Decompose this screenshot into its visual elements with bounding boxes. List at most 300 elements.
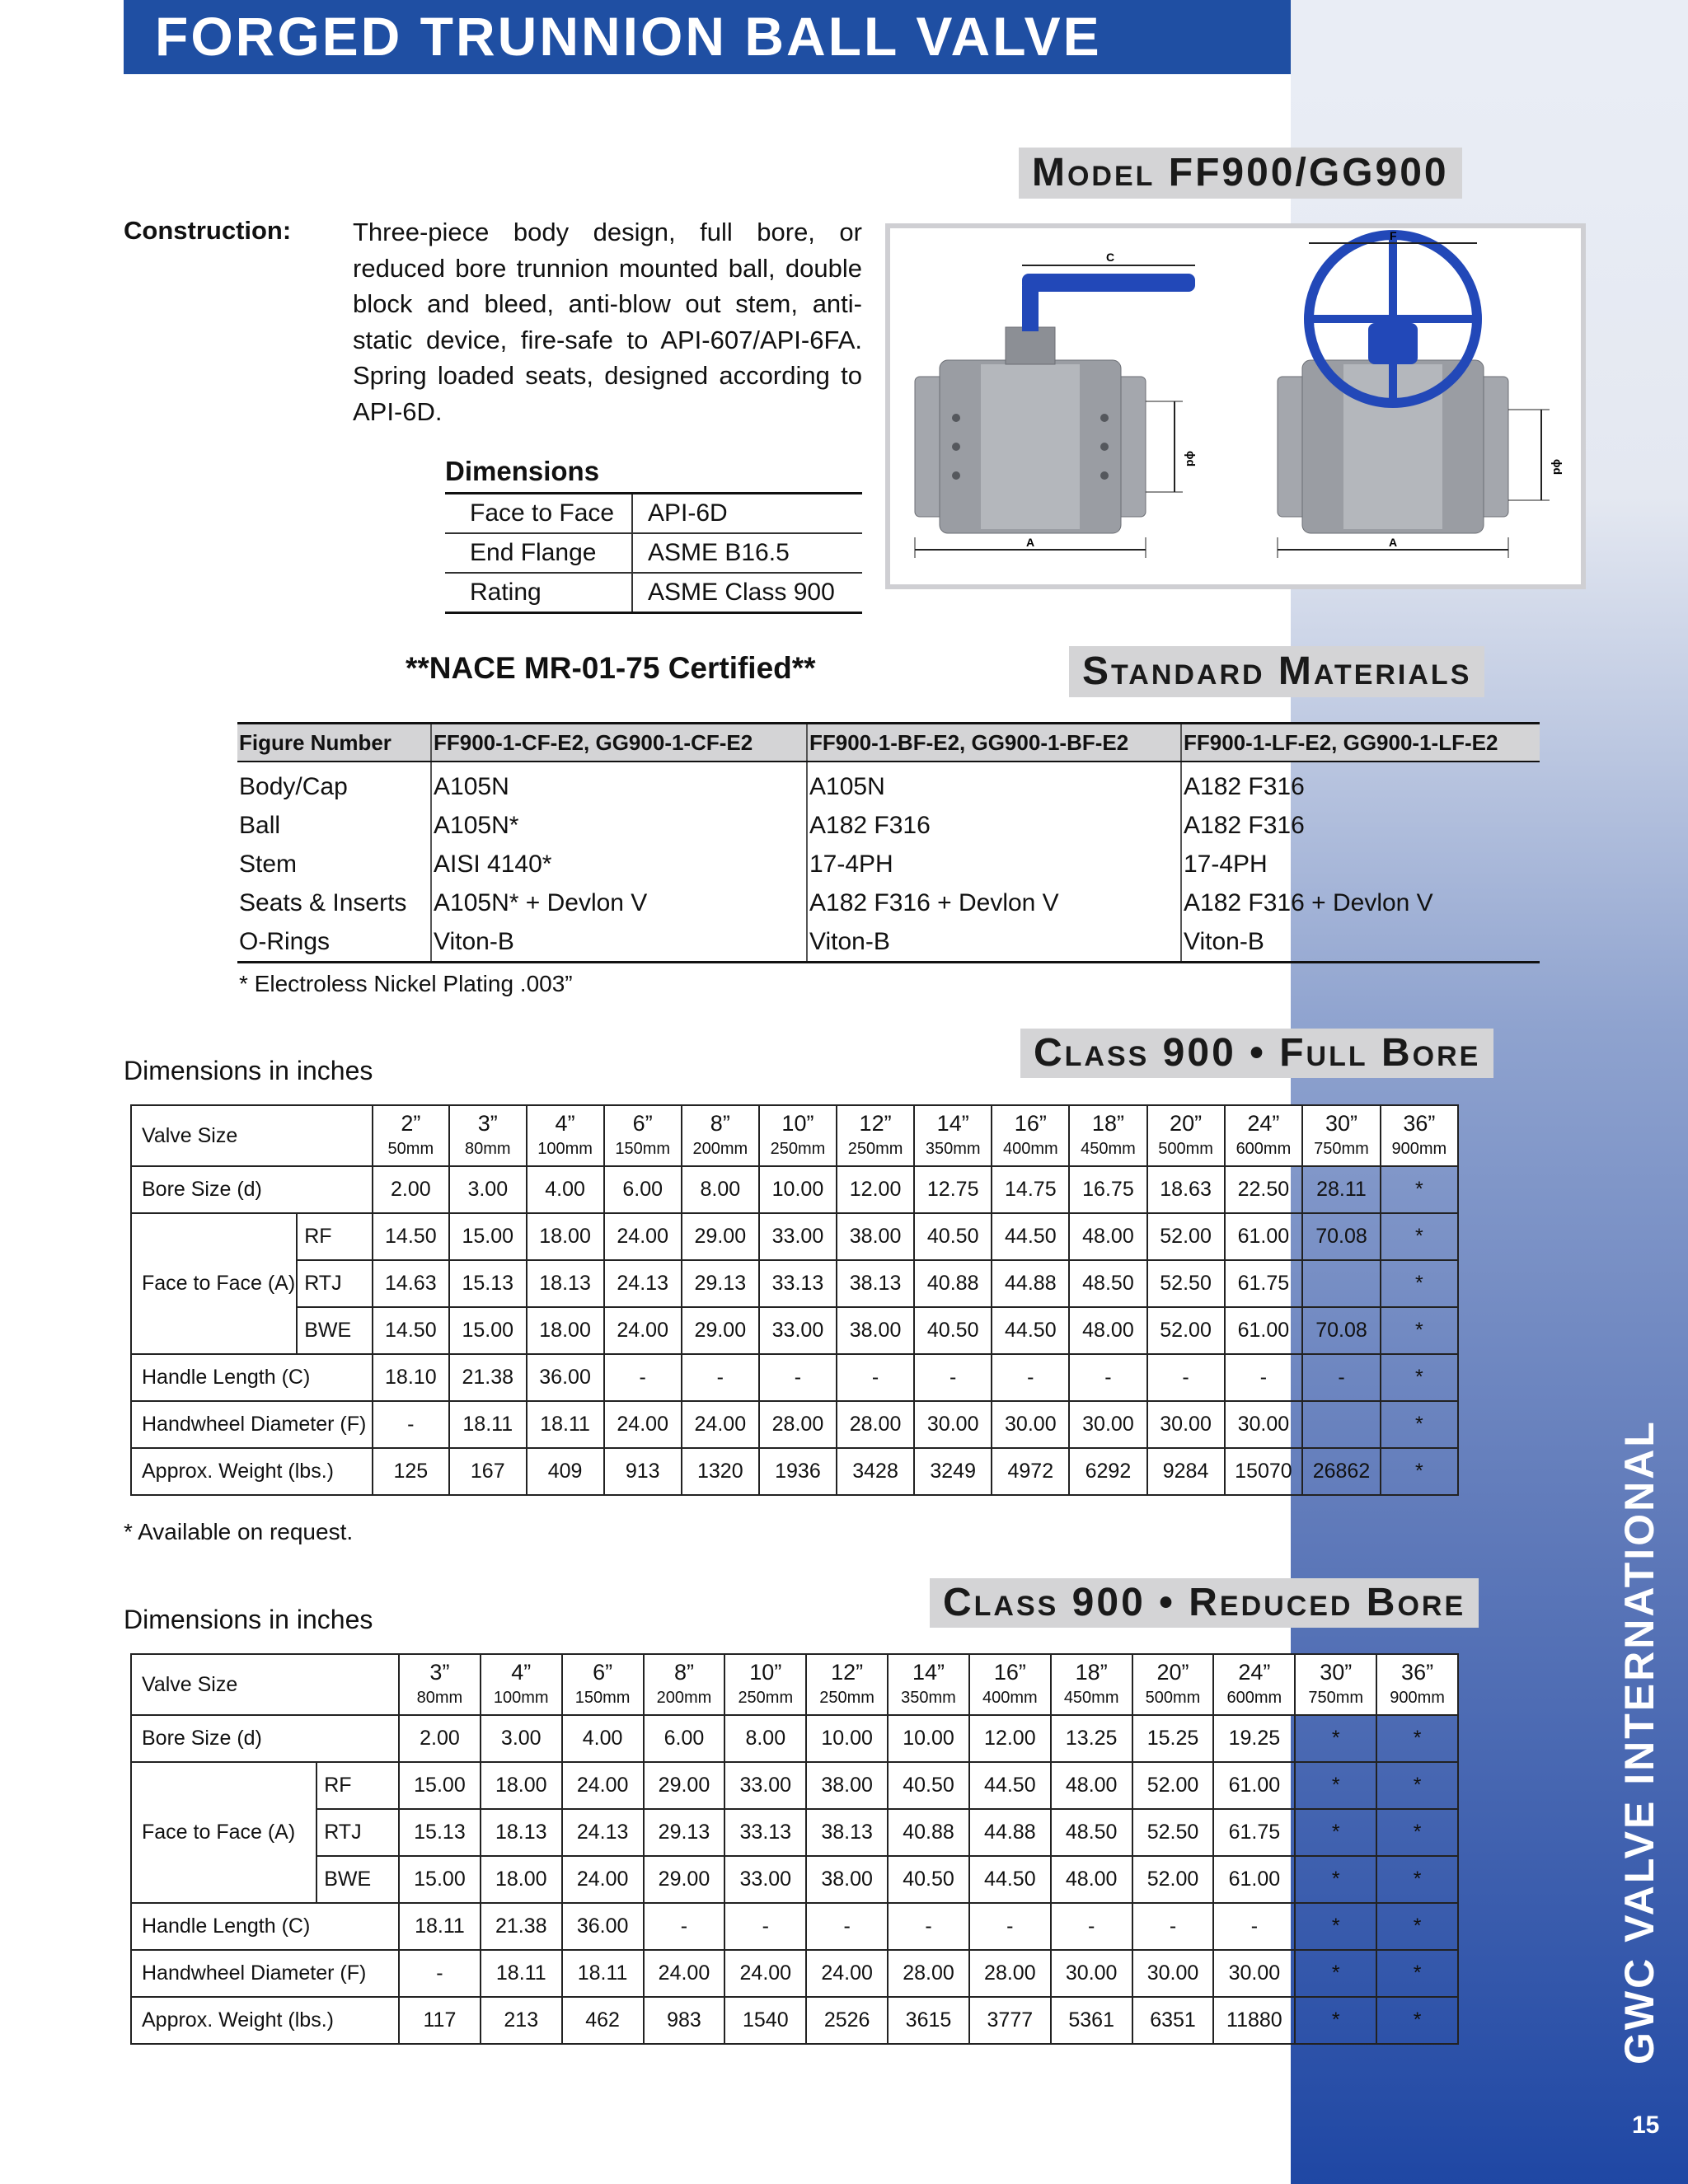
spec-cell: - bbox=[888, 1903, 969, 1950]
spec-cell: 30.00 bbox=[914, 1401, 992, 1448]
bore-size-cell: 2.00 bbox=[373, 1166, 449, 1213]
size-mm: 250mm bbox=[819, 1689, 874, 1707]
spec-row-label: Approx. Weight (lbs.) bbox=[131, 1997, 399, 2044]
material-cell: A182 F316 + Devlon V bbox=[807, 883, 1181, 922]
end-type-label: RTJ bbox=[297, 1260, 372, 1307]
spec-cell: * bbox=[1295, 1950, 1376, 1997]
face-to-face-cell: 61.75 bbox=[1225, 1260, 1303, 1307]
spec-row bbox=[131, 1401, 1458, 1448]
bore-size-row bbox=[131, 1715, 1458, 1762]
valve-size-cell bbox=[481, 1654, 562, 1715]
availability-note: * Available on request. bbox=[124, 1519, 354, 1544]
face-to-face-cell: 33.00 bbox=[724, 1762, 806, 1809]
material-cell: A105N bbox=[431, 762, 807, 806]
material-cell: A182 F316 + Devlon V bbox=[1181, 883, 1540, 922]
standard-materials-header: Standard Materials bbox=[1069, 646, 1484, 697]
full-bore-header: Class 900 • Full Bore bbox=[1020, 1029, 1493, 1078]
spec-row bbox=[131, 1448, 1458, 1495]
face-to-face-cell: 38.00 bbox=[806, 1856, 888, 1903]
valve-size-cell bbox=[682, 1105, 759, 1166]
face-to-face-cell: 48.50 bbox=[1051, 1809, 1132, 1856]
spec-cell: - bbox=[1302, 1354, 1381, 1401]
spec-cell: 3777 bbox=[969, 1997, 1051, 2044]
spec-row bbox=[131, 1354, 1458, 1401]
bore-size-cell: 4.00 bbox=[527, 1166, 604, 1213]
valve-size-cell bbox=[914, 1105, 992, 1166]
material-cell: Viton-B bbox=[1181, 922, 1540, 963]
end-type-label: RF bbox=[316, 1762, 399, 1809]
material-cell: A105N bbox=[807, 762, 1181, 806]
face-to-face-cell: 48.00 bbox=[1069, 1213, 1146, 1260]
bore-size-cell: 19.25 bbox=[1213, 1715, 1295, 1762]
standard-materials-table bbox=[237, 722, 1540, 963]
face-to-face-cell: 24.00 bbox=[562, 1856, 644, 1903]
face-to-face-row bbox=[131, 1809, 1458, 1856]
bore-size-cell: * bbox=[1295, 1715, 1376, 1762]
spec-cell: 913 bbox=[604, 1448, 682, 1495]
bore-size-label: Bore Size (d) bbox=[131, 1715, 399, 1762]
bore-size-cell: * bbox=[1381, 1166, 1458, 1213]
label-d-left: ϕd bbox=[1184, 451, 1198, 467]
face-to-face-cell: 14.50 bbox=[373, 1307, 449, 1354]
end-type-label: RTJ bbox=[316, 1809, 399, 1856]
material-cell: 17-4PH bbox=[1181, 845, 1540, 883]
size-inches: 16” bbox=[1014, 1111, 1047, 1136]
spec-cell: 24.00 bbox=[724, 1950, 806, 1997]
face-to-face-cell: 40.50 bbox=[888, 1762, 969, 1809]
spec-cell: 983 bbox=[644, 1997, 725, 2044]
spec-cell: * bbox=[1295, 1903, 1376, 1950]
face-to-face-cell: 15.00 bbox=[449, 1307, 526, 1354]
face-to-face-cell: 61.00 bbox=[1213, 1856, 1295, 1903]
spec-cell bbox=[1302, 1401, 1381, 1448]
size-mm: 600mm bbox=[1236, 1140, 1292, 1158]
size-inches: 3” bbox=[429, 1660, 450, 1685]
spec-cell: 1320 bbox=[682, 1448, 759, 1495]
face-to-face-cell: 18.00 bbox=[527, 1307, 604, 1354]
bore-size-label: Bore Size (d) bbox=[131, 1166, 373, 1213]
face-to-face-cell: 48.00 bbox=[1051, 1856, 1132, 1903]
face-to-face-cell: 44.50 bbox=[969, 1762, 1051, 1809]
plating-note: * Electroless Nickel Plating .003” bbox=[239, 971, 573, 996]
label-a-left: A bbox=[1026, 536, 1035, 549]
valve-size-cell bbox=[1213, 1654, 1295, 1715]
size-mm: 200mm bbox=[656, 1689, 712, 1707]
face-to-face-cell: 33.00 bbox=[759, 1213, 837, 1260]
face-to-face-cell: 29.13 bbox=[644, 1809, 725, 1856]
spec-cell: - bbox=[1147, 1354, 1225, 1401]
dimensions-label: Rating bbox=[445, 573, 632, 613]
spec-row bbox=[131, 1997, 1458, 2044]
face-to-face-cell: 61.00 bbox=[1213, 1762, 1295, 1809]
face-to-face-cell: 40.88 bbox=[888, 1809, 969, 1856]
face-to-face-cell: * bbox=[1381, 1213, 1458, 1260]
face-to-face-cell: 48.00 bbox=[1069, 1307, 1146, 1354]
bore-size-cell: 4.00 bbox=[562, 1715, 644, 1762]
spec-cell: 30.00 bbox=[992, 1401, 1069, 1448]
size-inches: 30” bbox=[1320, 1660, 1353, 1685]
materials-row bbox=[237, 762, 1540, 806]
dimensions-row bbox=[445, 573, 862, 613]
size-inches: 36” bbox=[1401, 1660, 1434, 1685]
bore-size-cell: 8.00 bbox=[682, 1166, 759, 1213]
spec-cell: - bbox=[1069, 1354, 1146, 1401]
size-mm: 750mm bbox=[1314, 1140, 1369, 1158]
spec-cell: - bbox=[604, 1354, 682, 1401]
face-to-face-cell: 38.13 bbox=[837, 1260, 914, 1307]
valve-size-cell bbox=[604, 1105, 682, 1166]
face-to-face-cell: * bbox=[1376, 1809, 1458, 1856]
spec-cell: 36.00 bbox=[527, 1354, 604, 1401]
face-to-face-cell: 40.50 bbox=[914, 1307, 992, 1354]
bore-size-cell: 12.75 bbox=[914, 1166, 992, 1213]
bore-size-cell: 8.00 bbox=[724, 1715, 806, 1762]
bore-size-cell: 14.75 bbox=[992, 1166, 1069, 1213]
spec-cell: 117 bbox=[399, 1997, 481, 2044]
face-to-face-cell: 29.00 bbox=[644, 1856, 725, 1903]
size-inches: 36” bbox=[1403, 1111, 1436, 1136]
spec-cell: 9284 bbox=[1147, 1448, 1225, 1495]
bore-size-cell: 10.00 bbox=[759, 1166, 837, 1213]
face-to-face-cell: 15.00 bbox=[399, 1762, 481, 1809]
face-to-face-cell: 18.00 bbox=[481, 1856, 562, 1903]
dimensions-label: Face to Face bbox=[445, 494, 632, 534]
size-inches: 14” bbox=[912, 1660, 945, 1685]
face-to-face-cell: 70.08 bbox=[1302, 1213, 1381, 1260]
bore-size-cell: 18.63 bbox=[1147, 1166, 1225, 1213]
materials-column-header: Figure Number bbox=[237, 724, 431, 762]
size-inches: 24” bbox=[1247, 1111, 1280, 1136]
size-mm: 450mm bbox=[1063, 1689, 1119, 1707]
spec-cell: 30.00 bbox=[1225, 1401, 1303, 1448]
size-inches: 10” bbox=[749, 1660, 782, 1685]
size-mm: 750mm bbox=[1308, 1689, 1364, 1707]
face-to-face-cell: 15.00 bbox=[399, 1856, 481, 1903]
valve-size-row bbox=[131, 1105, 1458, 1166]
spec-row bbox=[131, 1903, 1458, 1950]
nace-certification: **NACE MR-01-75 Certified** bbox=[406, 651, 816, 685]
material-cell: A105N* + Devlon V bbox=[431, 883, 807, 922]
face-to-face-cell: 29.00 bbox=[644, 1762, 725, 1809]
size-inches: 4” bbox=[511, 1660, 532, 1685]
material-part: Stem bbox=[239, 850, 298, 878]
spec-cell: 28.00 bbox=[837, 1401, 914, 1448]
spec-cell: 30.00 bbox=[1213, 1950, 1295, 1997]
valve-size-cell bbox=[644, 1654, 725, 1715]
page-number: 15 bbox=[1632, 2111, 1660, 2139]
size-mm: 150mm bbox=[574, 1689, 631, 1707]
valve-size-cell bbox=[1376, 1654, 1458, 1715]
spec-row-label: Handwheel Diameter (F) bbox=[131, 1950, 399, 1997]
company-name: GWC VALVE INTERNATIONAL bbox=[1616, 1419, 1662, 2064]
materials-column-header: FF900-1-BF-E2, GG900-1-BF-E2 bbox=[807, 724, 1181, 762]
face-to-face-cell: 44.50 bbox=[969, 1856, 1051, 1903]
valve-size-cell bbox=[1381, 1105, 1458, 1166]
valve-size-cell bbox=[1295, 1654, 1376, 1715]
reduced-bore-header: Class 900 • Reduced Bore bbox=[930, 1578, 1479, 1628]
valve-size-label: Valve Size bbox=[131, 1654, 399, 1715]
face-to-face-cell: 40.50 bbox=[914, 1213, 992, 1260]
reduced-bore-table bbox=[130, 1653, 1459, 2045]
spec-cell: 3615 bbox=[888, 1997, 969, 2044]
dimensions-value: API-6D bbox=[632, 494, 862, 534]
spec-cell: 24.00 bbox=[644, 1950, 725, 1997]
size-mm: 200mm bbox=[692, 1140, 748, 1158]
face-to-face-cell: 18.13 bbox=[527, 1260, 604, 1307]
end-type-label: RF bbox=[297, 1213, 372, 1260]
label-c: C bbox=[1106, 251, 1115, 264]
spec-row-label: Handwheel Diameter (F) bbox=[131, 1401, 373, 1448]
materials-body bbox=[237, 762, 1540, 963]
size-mm: 250mm bbox=[770, 1140, 826, 1158]
spec-cell: 11880 bbox=[1213, 1997, 1295, 2044]
spec-cell: 3428 bbox=[837, 1448, 914, 1495]
dimensions-label: End Flange bbox=[445, 533, 632, 573]
face-to-face-cell: 33.13 bbox=[759, 1260, 837, 1307]
spec-cell: - bbox=[1213, 1903, 1295, 1950]
face-to-face-cell: 29.00 bbox=[682, 1213, 759, 1260]
bore-size-cell: 10.00 bbox=[806, 1715, 888, 1762]
material-cell: A105N* bbox=[431, 806, 807, 845]
spec-cell: 5361 bbox=[1051, 1997, 1132, 2044]
valve-size-cell bbox=[992, 1105, 1069, 1166]
valve-size-row bbox=[131, 1654, 1458, 1715]
spec-row-label: Approx. Weight (lbs.) bbox=[131, 1448, 373, 1495]
size-inches: 6” bbox=[593, 1660, 613, 1685]
valve-size-cell bbox=[806, 1654, 888, 1715]
valve-size-cell bbox=[1302, 1105, 1381, 1166]
sidebar-top bbox=[1291, 0, 1688, 74]
bore-size-cell: 13.25 bbox=[1051, 1715, 1132, 1762]
face-to-face-cell: 18.00 bbox=[481, 1762, 562, 1809]
face-to-face-cell: 38.00 bbox=[837, 1307, 914, 1354]
valve-size-cell bbox=[888, 1654, 969, 1715]
material-cell: A182 F316 bbox=[807, 806, 1181, 845]
spec-cell: * bbox=[1381, 1354, 1458, 1401]
spec-cell: 24.00 bbox=[604, 1401, 682, 1448]
spec-cell: - bbox=[644, 1903, 725, 1950]
size-mm: 80mm bbox=[416, 1689, 463, 1707]
face-to-face-cell: * bbox=[1295, 1762, 1376, 1809]
valve-size-cell bbox=[399, 1654, 481, 1715]
valve-size-label: Valve Size bbox=[131, 1105, 373, 1166]
construction-text: Three-piece body design, full bore, or reduced bore trunnion mounted ball, double block and bleed, anti-blow out stem, anti-static device, fire-safe to API-607/API-6FA. Spring loaded seats, designed according to API-6D. bbox=[353, 218, 862, 426]
valve-size-cell bbox=[1147, 1105, 1225, 1166]
materials-row bbox=[237, 806, 1540, 845]
material-part: Seats & Inserts bbox=[239, 888, 407, 916]
face-to-face-cell: 24.13 bbox=[604, 1260, 682, 1307]
face-to-face-cell: 38.00 bbox=[837, 1213, 914, 1260]
face-to-face-cell: 44.50 bbox=[992, 1213, 1069, 1260]
spec-cell: 24.00 bbox=[806, 1950, 888, 1997]
spec-cell: 1540 bbox=[724, 1997, 806, 2044]
face-to-face-cell: 24.00 bbox=[562, 1762, 644, 1809]
handwheel-valve-drawing bbox=[1278, 235, 1550, 558]
end-type-label: BWE bbox=[316, 1856, 399, 1903]
spec-cell: 28.00 bbox=[759, 1401, 837, 1448]
face-to-face-cell: 44.88 bbox=[992, 1260, 1069, 1307]
valve-size-cell bbox=[1069, 1105, 1146, 1166]
face-to-face-row bbox=[131, 1856, 1458, 1903]
material-cell: A182 F316 bbox=[1181, 762, 1540, 806]
valve-size-cell bbox=[759, 1105, 837, 1166]
spec-cell: 125 bbox=[373, 1448, 449, 1495]
spec-cell: 4972 bbox=[992, 1448, 1069, 1495]
bore-size-cell: 12.00 bbox=[837, 1166, 914, 1213]
size-mm: 500mm bbox=[1145, 1689, 1201, 1707]
face-to-face-cell: * bbox=[1381, 1307, 1458, 1354]
dimensions-row bbox=[445, 494, 862, 534]
spec-row bbox=[131, 1950, 1458, 1997]
face-to-face-cell: 61.75 bbox=[1213, 1809, 1295, 1856]
page-title: FORGED TRUNNION BALL VALVE bbox=[155, 6, 1102, 67]
face-to-face-cell: 48.00 bbox=[1051, 1762, 1132, 1809]
spec-row-label: Handle Length (C) bbox=[131, 1903, 399, 1950]
size-inches: 24” bbox=[1238, 1660, 1271, 1685]
face-to-face-cell: 33.00 bbox=[759, 1307, 837, 1354]
construction-label: Construction: bbox=[124, 216, 292, 245]
spec-row-label: Handle Length (C) bbox=[131, 1354, 373, 1401]
spec-cell: 30.00 bbox=[1069, 1401, 1146, 1448]
spec-cell: - bbox=[806, 1903, 888, 1950]
face-to-face-cell: 44.88 bbox=[969, 1809, 1051, 1856]
spec-cell: * bbox=[1376, 1997, 1458, 2044]
spec-cell: 30.00 bbox=[1147, 1401, 1225, 1448]
size-mm: 600mm bbox=[1226, 1689, 1282, 1707]
spec-cell: - bbox=[373, 1401, 449, 1448]
spec-cell: 36.00 bbox=[562, 1903, 644, 1950]
face-to-face-cell: 61.00 bbox=[1225, 1307, 1303, 1354]
face-to-face-cell: 24.13 bbox=[562, 1809, 644, 1856]
label-a-right: A bbox=[1389, 536, 1398, 549]
material-cell: AISI 4140* bbox=[431, 845, 807, 883]
face-to-face-label: Face to Face (A) bbox=[131, 1762, 316, 1903]
size-mm: 350mm bbox=[901, 1689, 956, 1707]
spec-cell: 409 bbox=[527, 1448, 604, 1495]
spec-cell: - bbox=[837, 1354, 914, 1401]
size-mm: 50mm bbox=[387, 1140, 434, 1158]
materials-column-header: FF900-1-CF-E2, GG900-1-CF-E2 bbox=[431, 724, 807, 762]
face-to-face-cell: 15.00 bbox=[449, 1213, 526, 1260]
materials-header-row bbox=[237, 724, 1540, 762]
face-to-face-cell: 52.50 bbox=[1147, 1260, 1225, 1307]
size-inches: 18” bbox=[1075, 1660, 1108, 1685]
face-to-face-cell: 44.50 bbox=[992, 1307, 1069, 1354]
material-part: Ball bbox=[239, 811, 281, 839]
spec-cell: 3249 bbox=[914, 1448, 992, 1495]
size-mm: 250mm bbox=[738, 1689, 794, 1707]
lever-valve-drawing bbox=[915, 265, 1301, 558]
size-inches: 3” bbox=[477, 1111, 498, 1136]
bore-size-cell: 10.00 bbox=[888, 1715, 969, 1762]
size-inches: 2” bbox=[401, 1111, 421, 1136]
label-d-right: ϕd bbox=[1551, 459, 1564, 476]
spec-cell: 2526 bbox=[806, 1997, 888, 2044]
spec-cell: - bbox=[759, 1354, 837, 1401]
spec-cell: 6292 bbox=[1069, 1448, 1146, 1495]
bore-size-row bbox=[131, 1166, 1458, 1213]
valve-size-cell bbox=[449, 1105, 526, 1166]
spec-cell: - bbox=[1225, 1354, 1303, 1401]
face-to-face-cell: 38.00 bbox=[806, 1762, 888, 1809]
end-type-label: BWE bbox=[297, 1307, 372, 1354]
size-mm: 150mm bbox=[615, 1140, 671, 1158]
face-to-face-cell: 14.50 bbox=[373, 1213, 449, 1260]
spec-cell: - bbox=[969, 1903, 1051, 1950]
bore-size-cell: 6.00 bbox=[644, 1715, 725, 1762]
face-to-face-cell: 33.13 bbox=[724, 1809, 806, 1856]
spec-cell: - bbox=[1132, 1903, 1214, 1950]
spec-cell: 1936 bbox=[759, 1448, 837, 1495]
size-inches: 18” bbox=[1091, 1111, 1124, 1136]
spec-cell: * bbox=[1381, 1401, 1458, 1448]
bore-size-cell: * bbox=[1376, 1715, 1458, 1762]
bore-size-cell: 2.00 bbox=[399, 1715, 481, 1762]
size-inches: 14” bbox=[936, 1111, 969, 1136]
size-mm: 900mm bbox=[1390, 1689, 1445, 1707]
valve-size-cell bbox=[373, 1105, 449, 1166]
spec-cell: * bbox=[1376, 1950, 1458, 1997]
valve-size-cell bbox=[837, 1105, 914, 1166]
material-cell: A182 F316 bbox=[1181, 806, 1540, 845]
full-bore-units: Dimensions in inches bbox=[124, 1056, 373, 1085]
face-to-face-cell: * bbox=[1295, 1856, 1376, 1903]
spec-cell: 28.00 bbox=[888, 1950, 969, 1997]
valve-diagram bbox=[885, 223, 1586, 589]
size-inches: 30” bbox=[1325, 1111, 1357, 1136]
material-cell: Viton-B bbox=[807, 922, 1181, 963]
bore-size-cell: 12.00 bbox=[969, 1715, 1051, 1762]
spec-cell: * bbox=[1295, 1997, 1376, 2044]
face-to-face-cell: 18.00 bbox=[527, 1213, 604, 1260]
valve-size-cell bbox=[969, 1654, 1051, 1715]
size-inches: 10” bbox=[781, 1111, 814, 1136]
valve-size-cell bbox=[562, 1654, 644, 1715]
face-to-face-cell: 40.88 bbox=[914, 1260, 992, 1307]
bore-size-cell: 6.00 bbox=[604, 1166, 682, 1213]
face-to-face-cell: 24.00 bbox=[604, 1307, 682, 1354]
face-to-face-cell: 61.00 bbox=[1225, 1213, 1303, 1260]
spec-cell: 18.10 bbox=[373, 1354, 449, 1401]
full-bore-table bbox=[130, 1104, 1459, 1496]
spec-cell: 462 bbox=[562, 1997, 644, 2044]
face-to-face-cell: 24.00 bbox=[604, 1213, 682, 1260]
face-to-face-cell: 15.13 bbox=[449, 1260, 526, 1307]
face-to-face-cell: 48.50 bbox=[1069, 1260, 1146, 1307]
face-to-face-cell: 14.63 bbox=[373, 1260, 449, 1307]
materials-row bbox=[237, 845, 1540, 883]
model-header: Model FF900/GG900 bbox=[1019, 148, 1462, 199]
bore-size-cell: 15.25 bbox=[1132, 1715, 1214, 1762]
face-to-face-cell: 40.50 bbox=[888, 1856, 969, 1903]
material-cell: 17-4PH bbox=[807, 845, 1181, 883]
size-inches: 8” bbox=[710, 1111, 730, 1136]
size-mm: 80mm bbox=[464, 1140, 511, 1158]
size-mm: 400mm bbox=[982, 1689, 1038, 1707]
spec-cell: 21.38 bbox=[481, 1903, 562, 1950]
size-mm: 900mm bbox=[1391, 1140, 1447, 1158]
spec-cell: 15070 bbox=[1225, 1448, 1303, 1495]
title-bar bbox=[124, 0, 1291, 74]
face-to-face-cell: 52.00 bbox=[1132, 1856, 1214, 1903]
dimensions-value: ASME B16.5 bbox=[632, 533, 862, 573]
spec-cell: * bbox=[1381, 1448, 1458, 1495]
spec-cell: 26862 bbox=[1302, 1448, 1381, 1495]
materials-row bbox=[237, 922, 1540, 963]
size-inches: 20” bbox=[1170, 1111, 1203, 1136]
bore-size-cell: 22.50 bbox=[1225, 1166, 1303, 1213]
valve-size-cell bbox=[1051, 1654, 1132, 1715]
